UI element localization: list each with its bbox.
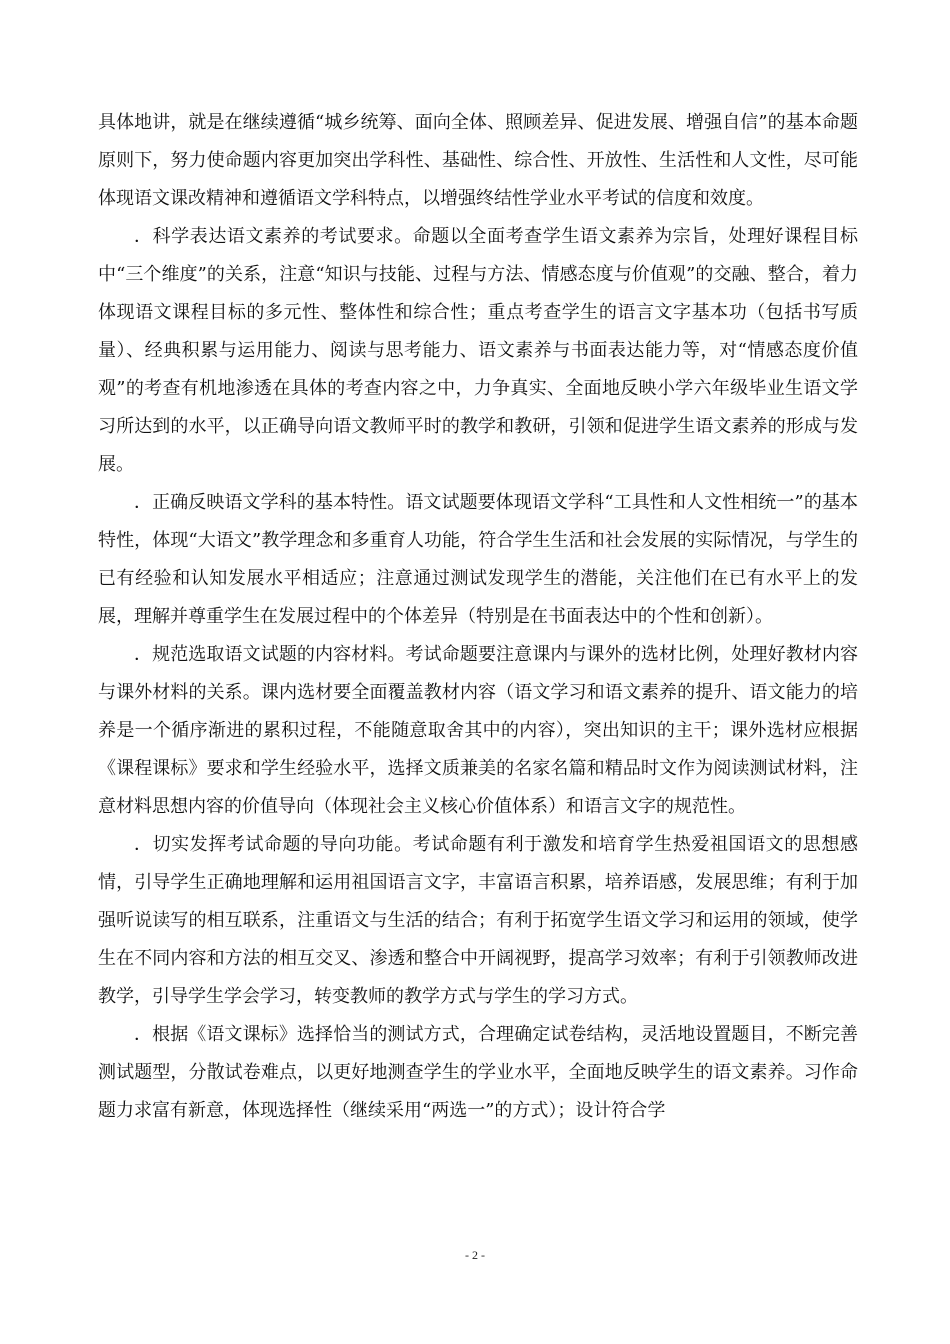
page-number: - 2 -: [465, 1248, 485, 1262]
paragraph-5: ．切实发挥考试命题的导向功能。考试命题有利于激发和培育学生热爱祖国语文的思想感情，引导学生正确地理解和运用祖国语言文字，丰富语言积累，培养语感，发展思维；有利于加强听说读写的相互联系，注重语文与生活的结合；有利于拓宽学生语文学习和运用的领域，使学生在不同内容和方法的相互交叉、渗透和整合中开阔视野，提高学习效率；有利于引领教师改进教学，引导学生学会学习，转变教师的教学方式与学生的学习方式。: [98, 834, 858, 1007]
paragraph-6: ．根据《语文课标》选择恰当的测试方式，合理确定试卷结构，灵活地设置题目，不断完善测试题型，分散试卷难点，以更好地测查学生的学业水平，全面地反映学生的语文素养。习作命题力求富有新意，体现选择性（继续采用“两选一”的方式）；设计符合学: [98, 1024, 858, 1121]
paragraph-1: 具体地讲，就是在继续遵循“城乡统筹、面向全体、照顾差异、促进发展、增强自信”的基本命题原则下，努力使命题内容更加突出学科性、基础性、综合性、开放性、生活性和人文性，尽可能体现语文课改精神和遵循语文学科特点，以增强终结性学业水平考试的信度和效度。: [98, 112, 858, 209]
body-text: [98, 104, 858, 1130]
paragraph-2: ．科学表达语文素养的考试要求。命题以全面考查学生语文素养为宗旨，处理好课程目标中“三个维度”的关系，注意“知识与技能、过程与方法、情感态度与价值观”的交融、整合，着力体现语文课程目标的多元性、整体性和综合性；重点考查学生的语言文字基本功（包括书写质量）、经典积累与运用能力、阅读与思考能力、语文素养与书面表达能力等，对“情感态度价值观”的考查有机地渗透在具体的考查内容之中，力争真实、全面地反映小学六年级毕业生语文学习所达到的水平，以正确导向语文教师平时的教学和教研，引领和促进学生语文素养的形成与发展。: [98, 226, 858, 475]
paragraph-3: ．正确反映语文学科的基本特性。语文试题要体现语文学科“工具性和人文性相统一”的基本特性，体现“大语文”教学理念和多重育人功能，符合学生生活和社会发展的实际情况，与学生的已有经验和认知发展水平相适应；注意通过测试发现学生的潜能，关注他们在已有水平上的发展，理解并尊重学生在发展过程中的个体差异（特别是在书面表达中的个性和创新）。: [98, 492, 858, 627]
paragraph-4: ．规范选取语文试题的内容材料。考试命题要注意课内与课外的选材比例，处理好教材内容与课外材料的关系。课内选材要全面覆盖教材内容（语文学习和语文素养的提升、语文能力的培养是一个循序渐进的累积过程，不能随意取舍其中的内容），突出知识的主干；课外选材应根据《课程课标》要求和学生经验水平，选择文质兼美的名家名篇和精品时文作为阅读测试材料，注意材料思想内容的价值导向（体现社会主义核心价值体系）和语言文字的规范性。: [98, 644, 858, 817]
